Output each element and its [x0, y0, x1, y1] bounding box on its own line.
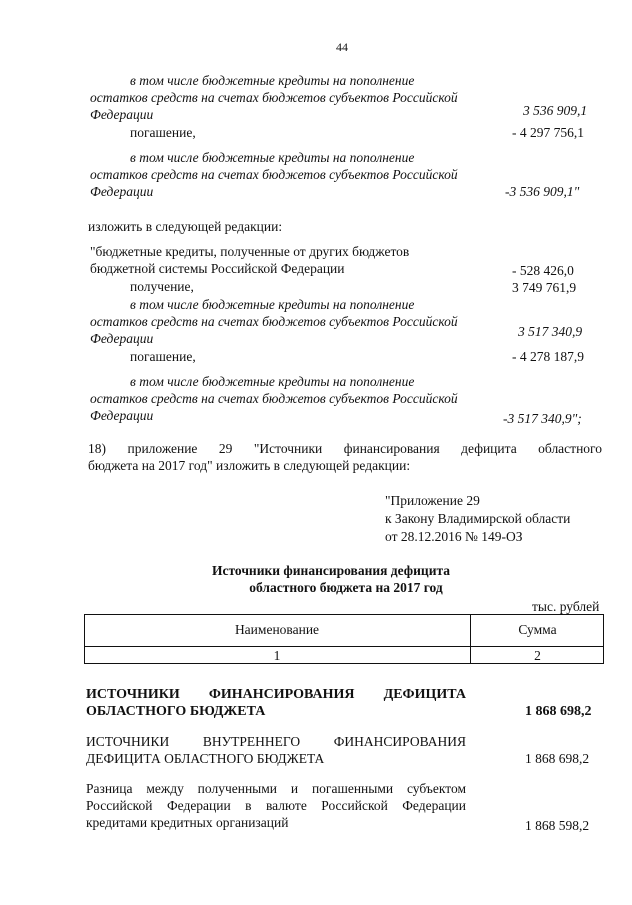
table-row-name: ДЕФИЦИТА ОБЛАСТНОГО БЮДЖЕТА	[86, 751, 325, 766]
repayment-label: погашение,	[130, 125, 196, 140]
credit-value: -3 536 909,1"	[505, 184, 580, 199]
table-row-value: 1 868 598,2	[525, 818, 590, 833]
restate-text: изложить в следующей редакции:	[88, 219, 283, 234]
paragraph-18-line: 18) приложение 29 "Источники финансирования дефицита областного	[88, 441, 602, 456]
repayment-label: погашение,	[130, 349, 196, 364]
credit-value: -3 517 340,9";	[503, 411, 582, 426]
credits-heading-value: - 528 426,0	[512, 263, 574, 278]
receipt-value: 3 749 761,9	[512, 280, 577, 295]
credit-line: Федерации	[90, 107, 154, 122]
column-number: 2	[534, 648, 541, 663]
table-row-value: 1 868 698,2	[525, 704, 592, 719]
column-header-name: Наименование	[234, 622, 320, 637]
appendix-line: к Закону Владимирской области	[385, 511, 571, 526]
appendix-line: "Приложение 29	[385, 493, 480, 508]
table-row-name: ИСТОЧНИКИ ВНУТРЕННЕГО ФИНАНСИРОВАНИЯ	[86, 734, 466, 749]
credits-heading-line: "бюджетные кредиты, полученные от других бюджетов	[90, 244, 410, 259]
table-row-name: ОБЛАСТНОГО БЮДЖЕТА	[86, 704, 266, 719]
credit-value: 3 536 909,1	[523, 103, 588, 118]
document-title: областного бюджета на 2017 год	[249, 580, 443, 595]
paragraph-18-line: бюджета на 2017 год" изложить в следующей редакции:	[88, 458, 411, 473]
credit-value: 3 517 340,9	[518, 324, 583, 339]
column-header-sum: Сумма	[518, 622, 557, 637]
receipt-label: получение,	[130, 279, 194, 294]
document-title: Источники финансирования дефицита	[211, 563, 451, 578]
credit-line: в том числе бюджетные кредиты на пополнение	[130, 150, 415, 165]
table-row-name: Разница между полученными и погашенными субъектом	[86, 781, 466, 796]
credit-line: в том числе бюджетные кредиты на пополнение	[130, 73, 415, 88]
credit-line: Федерации	[90, 331, 154, 346]
appendix-line: от 28.12.2016 № 149-ОЗ	[385, 529, 523, 544]
credit-line: остатков средств на счетах бюджетов субъектов Российской	[90, 314, 458, 329]
credit-line: Федерации	[90, 184, 154, 199]
repayment-value: - 4 297 756,1	[512, 125, 584, 140]
credit-line: Федерации	[90, 408, 154, 423]
table-divider	[84, 646, 604, 647]
units-label: тыс. рублей	[532, 599, 600, 614]
repayment-value: - 4 278 187,9	[512, 349, 584, 364]
credits-heading-line: бюджетной системы Российской Федерации	[90, 261, 345, 276]
page-number: 44	[336, 40, 348, 54]
table-row-value: 1 868 698,2	[525, 751, 590, 766]
column-number: 1	[273, 648, 281, 663]
table-row-name: Российской Федерации в валюте Российской Федерации	[86, 798, 466, 813]
credit-line: остатков средств на счетах бюджетов субъектов Российской	[90, 391, 458, 406]
table-row-name: ИСТОЧНИКИ ФИНАНСИРОВАНИЯ ДЕФИЦИТА	[86, 687, 466, 702]
credit-line: остатков средств на счетах бюджетов субъектов Российской	[90, 90, 458, 105]
table-row-name: кредитами кредитных организаций	[86, 815, 289, 830]
credit-line: в том числе бюджетные кредиты на пополнение	[130, 374, 415, 389]
credit-line: в том числе бюджетные кредиты на пополнение	[130, 297, 415, 312]
credit-line: остатков средств на счетах бюджетов субъектов Российской	[90, 167, 458, 182]
